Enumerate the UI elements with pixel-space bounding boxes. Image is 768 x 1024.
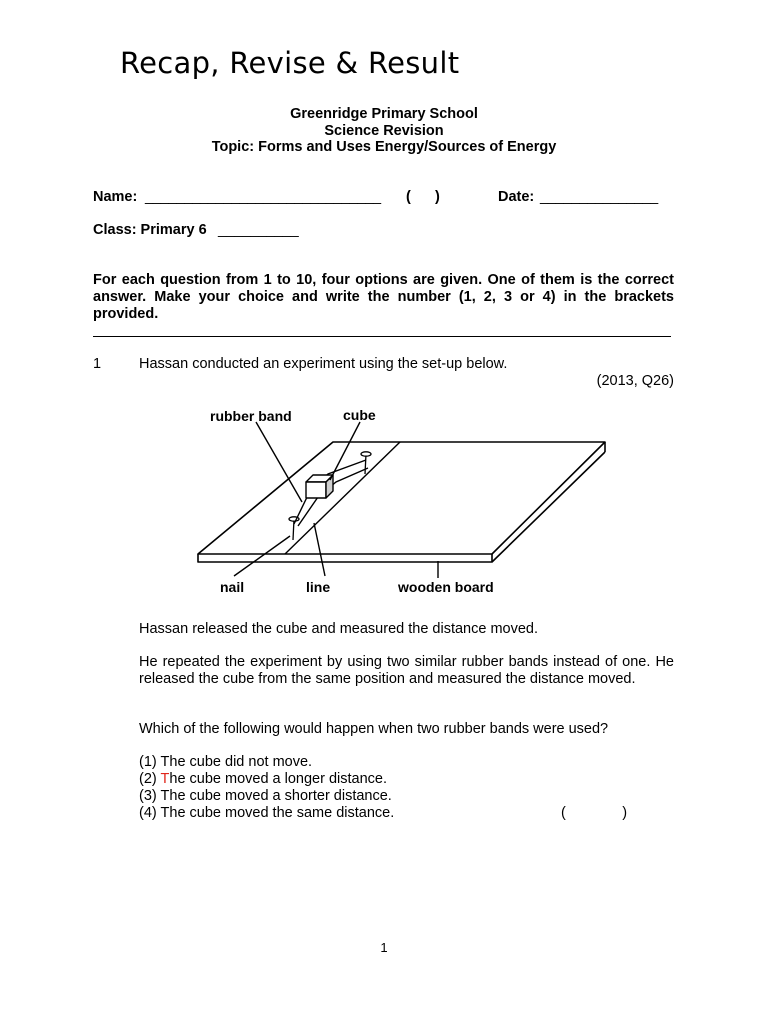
option-2[interactable]: (2) The cube moved a longer distance. xyxy=(139,771,388,787)
option-3[interactable]: (3) The cube moved a shorter distance. xyxy=(139,788,392,804)
board-side-edge xyxy=(492,452,605,562)
page-banner-title: Recap, Revise & Result xyxy=(120,46,460,80)
answer-bracket[interactable]: ( ) xyxy=(561,805,628,821)
board-top-face xyxy=(198,442,605,554)
class-line[interactable]: __________ xyxy=(218,222,299,238)
name-line[interactable]: ______________________________ xyxy=(145,189,381,205)
option-1[interactable]: (1) The cube did not move. xyxy=(139,754,313,770)
date-label: Date: xyxy=(498,189,535,205)
board-line xyxy=(285,442,400,554)
label-rubber-band: rubber band xyxy=(210,408,292,424)
option-4[interactable]: (4) The cube moved the same distance. xyxy=(139,805,395,821)
cube-block xyxy=(306,475,333,498)
question-prompt: Which of the following would happen when two rubber bands were used? xyxy=(139,721,609,737)
board-front-edge xyxy=(198,554,492,562)
label-nail: nail xyxy=(220,579,245,595)
instructions: For each question from 1 to 10, four options are given. One of them is the correct answer. Make your choice and write the number (1, 2, 3 or 4) in the brackets provided. xyxy=(93,272,674,322)
name-label: Name: xyxy=(93,189,138,205)
topic-title: Topic: Forms and Uses Energy/Sources of Energy xyxy=(211,139,557,155)
experiment-diagram xyxy=(180,398,620,603)
label-wooden-board: wooden board xyxy=(398,579,494,595)
question-paragraph-1: Hassan released the cube and measured the distance moved. xyxy=(139,621,538,637)
index-bracket[interactable]: ( ) xyxy=(406,189,440,205)
school-name: Greenridge Primary School xyxy=(290,106,478,122)
class-label: Class: Primary 6 xyxy=(93,222,207,238)
subject-title: Science Revision xyxy=(324,123,444,139)
divider-rule xyxy=(93,336,671,337)
question-paragraph-2: He repeated the experiment by using two similar rubber bands instead of one. He released the cube from the same position and measured the distance moved. xyxy=(139,654,674,687)
label-cube: cube xyxy=(343,407,376,423)
highlighted-letter: T xyxy=(160,771,170,787)
question-stem: Hassan conducted an experiment using the set-up below. xyxy=(139,356,508,372)
label-line: line xyxy=(306,579,331,595)
nail-front xyxy=(289,517,299,540)
date-line[interactable]: _______________ xyxy=(540,189,658,205)
question-number: 1 xyxy=(93,356,102,372)
page-number: 1 xyxy=(380,940,388,955)
question-source: (2013, Q26) xyxy=(596,373,674,389)
